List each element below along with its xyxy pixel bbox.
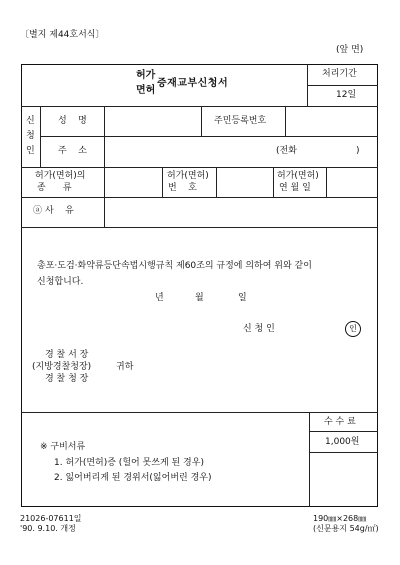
recipient-line-1: 경 찰 서 장 xyxy=(45,350,89,360)
license-type-field[interactable] xyxy=(105,168,161,196)
applicant-sign-label: 신 청 인 xyxy=(243,324,275,334)
license-date-field[interactable] xyxy=(327,168,377,196)
license-number-label-1: 허가(면허) xyxy=(167,171,209,181)
name-label: 성 명 xyxy=(58,116,87,126)
statement-line-2: 신청합니다. xyxy=(37,277,84,287)
date-month-label: 월 xyxy=(195,293,204,303)
phone-label: (전화 xyxy=(276,146,297,156)
address-label: 주 소 xyxy=(58,146,87,156)
applicant-group-label-1: 신 xyxy=(26,116,35,126)
fee-label: 수 수 료 xyxy=(324,417,356,427)
attachment-item: 2. 잃어버리게 된 경위서(잃어버린 경우) xyxy=(54,473,212,483)
license-date-label-1: 허가(면허) xyxy=(277,171,319,181)
seal-stamp-icon: 인 xyxy=(345,321,361,337)
reason-label: 사 유 xyxy=(45,206,74,216)
attachments-heading: ※ 구비서류 xyxy=(40,442,86,452)
applicant-group-label-2: 청 xyxy=(26,131,35,141)
attachment-item: 1. 허가(면허)증 (헐어 못쓰게 된 경우) xyxy=(54,458,204,468)
form-title: 증재교부신청서 xyxy=(157,78,229,89)
resident-number-label: 주민등록번호 xyxy=(214,116,267,126)
footer-code-1: 21026-07611일 xyxy=(20,514,82,523)
recipient-suffix: 귀하 xyxy=(116,362,134,372)
resident-number-field[interactable] xyxy=(286,107,377,135)
statement-line-1: 총포·도검·화약류등단속법시행규칙 제60조의 규정에 의하여 위와 같이 xyxy=(37,261,312,271)
name-field[interactable] xyxy=(105,107,200,135)
license-number-label-2: 번 호 xyxy=(168,183,197,193)
license-type-label-1: 허가(면허)의 xyxy=(35,171,86,181)
footer-paper: (신문용지 54g/㎡) xyxy=(313,524,379,533)
license-number-field[interactable] xyxy=(217,168,272,196)
date-year-label: 년 xyxy=(155,293,164,303)
title-word-top: 허가 xyxy=(136,70,156,81)
fee-value: 1,000원 xyxy=(325,437,360,447)
processing-period-value: 12일 xyxy=(336,90,357,100)
date-day-label: 일 xyxy=(238,293,247,303)
title-word-bottom: 면허 xyxy=(136,85,156,96)
applicant-group-label-3: 인 xyxy=(26,146,35,156)
phone-close: ) xyxy=(356,146,360,156)
form-number: 〔별지 제44호서식〕 xyxy=(20,30,105,40)
footer-size: 190㎜×268㎜ xyxy=(313,514,367,523)
processing-period-label: 처리기간 xyxy=(322,69,357,79)
page-side-label: (앞 면) xyxy=(336,45,364,55)
license-date-label-2: 연 월 일 xyxy=(279,183,311,193)
footer-code-2: '90. 9.10. 개정 xyxy=(20,524,76,533)
reason-mark-icon: ⓐ xyxy=(33,206,43,216)
address-field[interactable] xyxy=(105,137,377,166)
license-type-label-2: 종 류 xyxy=(37,183,72,193)
recipient-line-3: 경 찰 청 장 xyxy=(45,374,89,384)
recipient-line-2: (지방경찰청장) xyxy=(32,362,92,372)
reason-field[interactable] xyxy=(105,198,377,226)
